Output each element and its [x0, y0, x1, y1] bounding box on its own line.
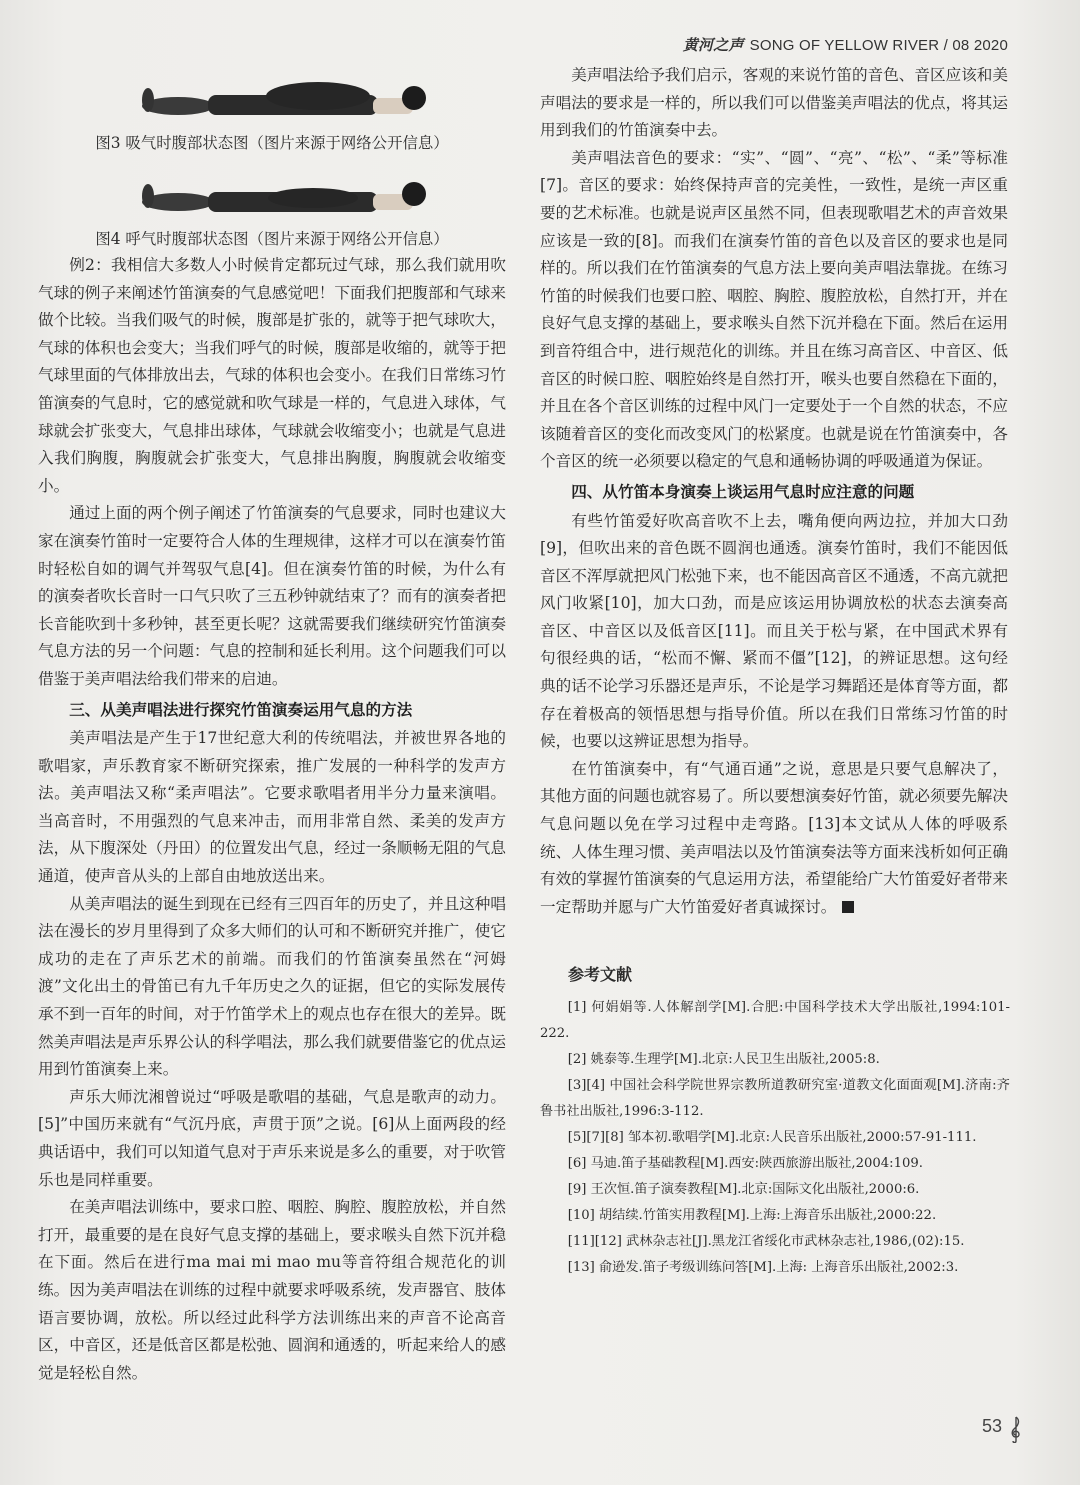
page-number: 53 [981, 1416, 1002, 1436]
left-column [38, 60, 506, 1387]
paragraph: 例2：我相信大多数人小时候肯定都玩过气球，那么我们就用吹气球的例子来阐述竹笛演奏的气息感觉吧！下面我们把腹部和气球来做个比较。当我们吸气的时候，腹部是扩张的，就等于把气球吹大，气球的体积也会变大；当我们呼气的时候，腹部是收缩的，就等于把气球里面的气体排放出去，气球的体积也会变小。在我们日常练习竹笛演奏的气息时，它的感觉就和吹气球是一样的，气息进入球体，气球就会扩张变大，气息排出球体，气球就会收缩变小；也就是气息进入我们胸腹，胸腹就会扩张变大，气息排出胸腹，胸腹就会收缩变小。 [38, 256, 506, 495]
figure-3-caption: 图3 吸气时腹部状态图（图片来源于网络公开信息） [95, 134, 449, 152]
references-title: 参考文献 [568, 965, 633, 984]
reference-item: [13] 俞逊发.笛子考级训练问答[M].上海: 上海音乐出版社,2002:3. [567, 1260, 959, 1275]
treble-clef-icon [1008, 1415, 1024, 1443]
reference-item: [9] 王次恒.笛子演奏教程[M].北京:国际文化出版社,2000:6. [567, 1182, 920, 1197]
paragraph: 声乐大师沈湘曾说过“呼吸是歌唱的基础，气息是歌声的动力。[5]”中国历来就有“气沉丹底，声贯于顶”之说。[6]从上面两段的经典话语中，我们可以知道气息对于声乐来说是多么的重要，对于吹管乐也是同样重要。 [38, 1087, 506, 1189]
paragraph: 有些竹笛爱好吹高音吹不上去，嘴角便向两边拉，并加大口劲[9]，但吹出来的音色既不圆润也通透。演奏竹笛时，我们不能因低音区不浑厚就把风门松弛下来，也不能因高音区不通透，不高亢就把风门收紧[10]，加大口劲，而是应该运用协调放松的状态去演奏高音区、中音区以及低音区[11]。而且关于松与紧，在中国武术界有句很经典的话，“松而不懈、紧而不僵”[12]，的辨证思想。这句经典的话不论学习乐器还是声乐，不论是学习舞蹈还是体育等方面，都存在着极高的领悟思想与指导价值。所以在我们日常练习竹笛的时候，也要以这辨证思想为指导。 [540, 511, 1008, 751]
reference-item: [3][4] 中国社会科学院世界宗教所道教研究室·道教文化面面观[M].济南:齐鲁书社出版社,1996:3-112. [540, 1078, 1010, 1119]
figure-4-caption: 图4 呼气时腹部状态图（图片来源于网络公开信息） [95, 230, 449, 248]
reference-item: [5][7][8] 邹本初.歌唱学[M].北京:人民音乐出版社,2000:57-91-111. [567, 1130, 977, 1145]
paragraph: 美声唱法是产生于17世纪意大利的传统唱法，并被世界各地的歌唱家，声乐教育家不断研究探索，推广发展的一种科学的发声方法。美声唱法又称“柔声唱法”。它要求歌唱者用半分力量来演唱。当高音时，不用强烈的气息来冲击，而用非常自然、柔美的发声方法，从下腹深处（丹田）的位置发出气息，经过一条顺畅无阻的气息通道，使声音从头的上部自由地放送出来。 [38, 729, 506, 886]
paragraph: 在美声唱法训练中，要求口腔、咽腔、胸腔、腹腔放松，并自然打开，最重要的是在良好气息支撑的基础上，要求喉头自然下沉并稳在下面。然后在进行ma mai mi mao mu等音符组合规范化的训练。因为美声唱法在训练的过程中就要求呼吸系统，发声器官、肢体语言要协调，放松。所以经过此科学方法训练出来的声音不论高音区，中音区，还是低音区都是松弛、圆润和通透的，听起来给人的感觉是轻松自然。 [38, 1198, 506, 1382]
person-lying-inhale-image [138, 76, 438, 122]
paragraph: 美声唱法音色的要求：“实”、“圆”、“亮”、“松”、“柔”等标准[7]。音区的要求：始终保持声音的完美性，一致性，是统一声区重要的艺术标准。也就是说声区虽然不同，但表现歌唱艺术的声音效果应该是一致的[8]。而我们在演奏竹笛的音色以及音区的要求也是同样的。所以我们在竹笛演奏的气息方法上要向美声唱法靠拢。在练习竹笛的时候我们也要口腔、咽腔、胸腔、腹腔放松，自然打开，并在良好气息支撑的基础上，要求喉头自然下沉并稳在下面。然后在运用到音符组合中，进行规范化的训练。并且在练习高音区、中音区、低音区的时候口腔、咽腔始终是自然打开，喉头也要自然稳在下面的，并且在各个音区训练的过程中风门一定要处于一个自然的状态，不应该随着音区的变化而改变风门的松紧度。也就是说在竹笛演奏中，各个音区的统一必须要以稳定的气息和通畅协调的呼吸通道为保证。 [540, 148, 1008, 471]
journal-brand: 黄河之声 [682, 36, 744, 54]
paragraph [540, 756, 1008, 922]
paragraph: 美声唱法给予我们启示，客观的来说竹笛的音色、音区应该和美声唱法的要求是一样的，所以我们可以借鉴美声唱法的优点，将其运用到我们的竹笛演奏中去。 [540, 66, 1008, 140]
section-heading-4: 四、从竹笛本身演奏上谈运用气息时应注意的问题 [571, 481, 915, 501]
closing-paragraph-text: 在竹笛演奏中，有“气通百通”之说，意思是只要气息解决了，其他方面的问题也就容易了。所以要想演奏好竹笛，就必须要先解决气息问题以免在学习过程中走弯路。[13]本文试从人体的呼吸系统、人体生理习惯、美声唱法以及竹笛演奏法等方面来浅析如何正确有效的掌握竹笛演奏的气息运用方法，希望能给广大竹笛爱好者带来一定帮助并愿与广大竹笛爱好者真诚探讨。 [540, 759, 1008, 916]
running-header [683, 34, 1008, 55]
reference-item: [1] 何娟娟等.人体解剖学[M].合肥:中国科学技术大学出版社,1994:101-222. [540, 1000, 1010, 1041]
figure-3 [98, 60, 438, 130]
reference-item: [11][12] 武林杂志社[J].黑龙江省绥化市武林杂志社,1986,(02):15. [567, 1234, 965, 1249]
reference-item: [2] 姚泰等.生理学[M].北京:人民卫生出版社,2005:8. [567, 1052, 880, 1067]
reference-item: [6] 马迪.笛子基础教程[M].西安:陕西旅游出版社,2004:109. [567, 1156, 923, 1171]
right-column [540, 62, 1008, 921]
reference-item: [10] 胡结续.竹笛实用教程[M].上海:上海音乐出版社,2000:22. [567, 1208, 937, 1223]
figure-4 [98, 156, 438, 226]
references-section [540, 962, 1010, 1281]
end-mark-icon [842, 901, 854, 913]
paragraph: 通过上面的两个例子阐述了竹笛演奏的气息要求，同时也建议大家在演奏竹笛时一定要符合人体的生理规律，这样才可以在演奏竹笛时轻松自如的调气并驾驭气息[4]。但在演奏竹笛的时候，为什么有的演奏者吹长音时一口气只吹了三五秒钟就结束了？而有的演奏者把长音能吹到十多秒钟，甚至更长呢？这就需要我们继续研究竹笛演奏气息方法的另一个问题：气息的控制和延长利用。这个问题我们可以借鉴于美声唱法给我们带来的启迪。 [38, 504, 506, 688]
section-heading-3: 三、从美声唱法进行探究竹笛演奏运用气息的方法 [69, 699, 413, 719]
journal-title: SONG OF YELLOW RIVER / 08 2020 [749, 37, 1008, 54]
person-lying-exhale-image [138, 172, 438, 218]
paragraph: 从美声唱法的诞生到现在已经有三四百年的历史了，并且这种唱法在漫长的岁月里得到了众多大师们的认可和不断研究并推广，使它成功的走在了声乐艺术的前端。而我们的竹笛演奏虽然在“河姆渡”文化出土的骨笛已有九千年历史之久的证据，但它的实际发展传承不到一百年的时间，对于竹笛学术上的观点也存在很大的差异。既然美声唱法是声乐界公认的科学唱法，那么我们就要借鉴它的优点运用到竹笛演奏上来。 [38, 894, 506, 1079]
